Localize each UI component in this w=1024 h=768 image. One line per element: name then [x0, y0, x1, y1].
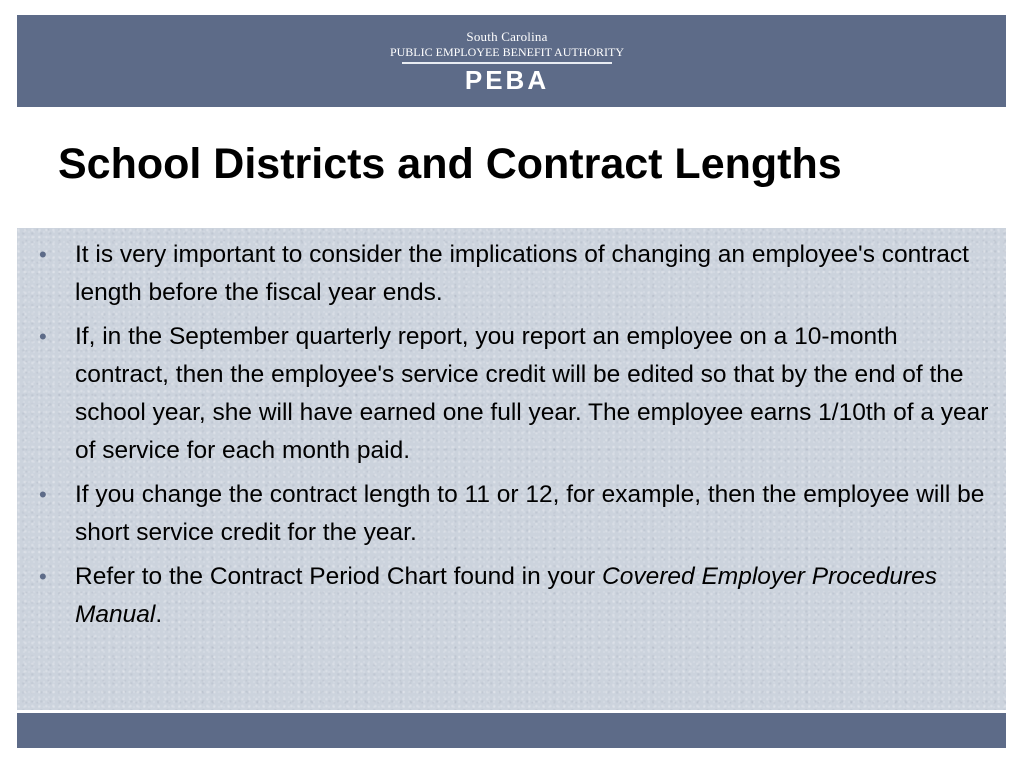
content-area [17, 228, 1006, 710]
logo-acronym: PEBA [464, 65, 550, 95]
bullet-item-2: • If, in the September quarterly report, you report an employee on a 10-month contract, then the employee's service credit will be edited so that by the end of the school year, she will have earned one full year. The employee earns 1/10th of a year of service for each month paid. [37, 318, 997, 470]
logo-authority-text: PUBLIC EMPLOYEE BENEFIT AUTHORITY [389, 45, 625, 59]
logo-divider [402, 62, 612, 64]
bullet-list [37, 236, 997, 640]
bullet-item-1: • It is very important to consider the implications of changing an employee's contract length before the fiscal year ends. [37, 236, 997, 312]
slide [17, 15, 1006, 748]
peba-logo [377, 29, 637, 97]
bullet-item-3: • If you change the contract length to 11 or 12, for example, then the employee will be short service credit for the year. [37, 476, 997, 552]
bullet-4-prefix: Refer to the Contract Period Chart found in your [75, 563, 603, 590]
bullet-item-4 [37, 558, 997, 634]
bullet-4-suffix: . [155, 601, 163, 628]
footer-band [17, 713, 1006, 748]
slide-title: School Districts and Contract Lengths [58, 140, 842, 188]
title-band [17, 107, 1006, 228]
manual-title: Covered Employer Procedures Manual [75, 563, 938, 628]
logo-state-text: South Carolina [466, 29, 548, 44]
header-band [17, 15, 1006, 107]
